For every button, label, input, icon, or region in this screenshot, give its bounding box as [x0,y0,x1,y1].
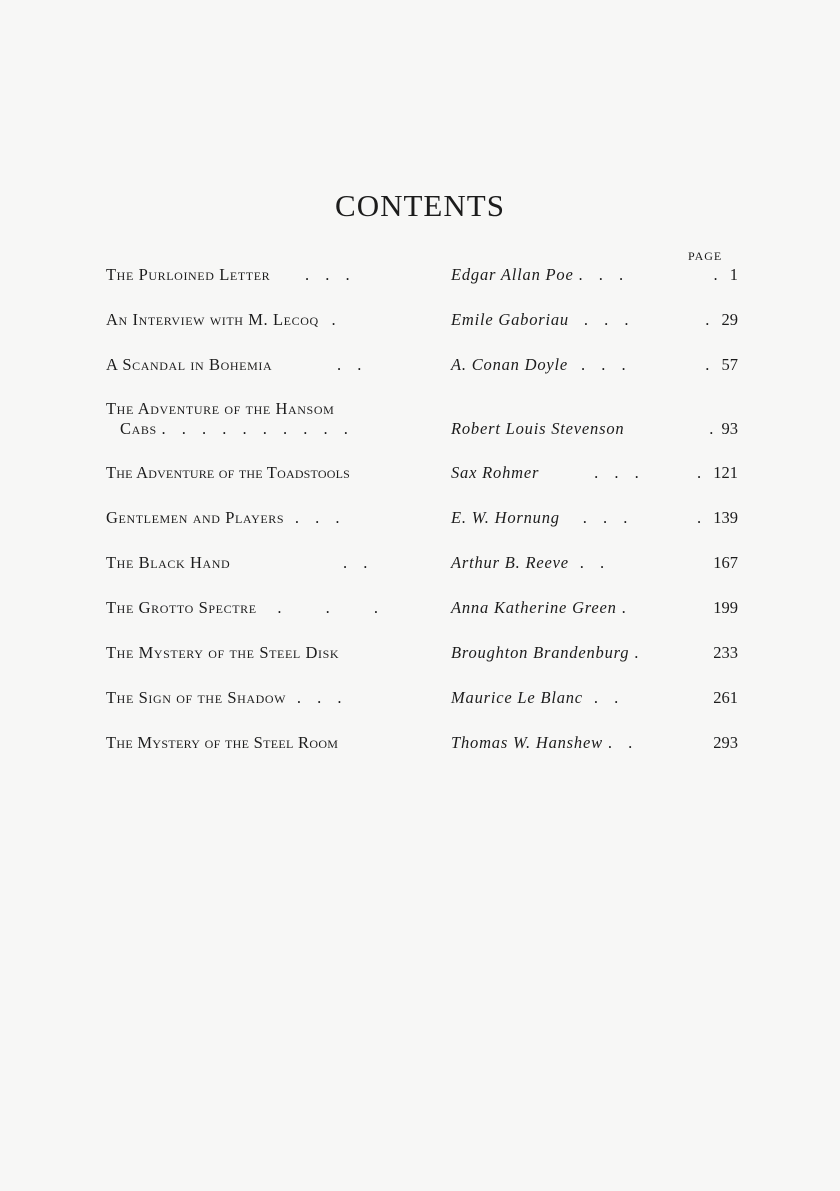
entry-page: 293 [713,733,738,752]
entry-author: Maurice Le Blanc [451,688,583,707]
entry-page: 1 [729,265,738,284]
entry-author: Robert Louis Stevenson [451,419,625,438]
leader-dots: . . . [294,508,346,527]
leader-dots: . [621,598,632,617]
entry-page: 121 [713,463,738,482]
entry-title-continuation: Cabs [120,419,157,438]
entry-page: 93 [721,419,738,438]
entry-author: Broughton Brandenburg [451,643,630,662]
leader-dots: . . . . . . . . . . [161,419,354,438]
leader-dots: . [331,310,342,329]
entry-page: 233 [713,643,738,662]
entry-author: Emile Gaboriau [451,310,569,329]
leader-dots: . . . [581,355,632,374]
entry-author: Edgar Allan Poe [451,265,574,284]
leader-dots: . . . [296,688,348,707]
entry-title: The Grotto Spectre [106,598,257,617]
leader-dots: . [697,463,714,482]
leader-dots: . . . [582,508,634,527]
entry-title: Gentlemen and Players [106,508,285,527]
entry-page: 167 [713,553,738,572]
leader-dots: . [705,310,722,329]
entry-author: Sax Rohmer [451,463,540,482]
entry-title: The Sign of the Shadow [106,688,287,707]
entry-page: 139 [713,508,738,527]
leader-dots: . . . [578,265,630,284]
entry-title: A Scandal in Bohemia [106,355,273,374]
leader-dots: . . [336,355,368,374]
leader-dots: . . [579,553,611,572]
entry-page: 199 [713,598,738,617]
leader-dots: . . . [583,310,635,329]
entry-title: The Mystery of the Steel Disk [106,643,340,662]
page-title: CONTENTS [335,188,505,223]
entry-title: The Purloined Letter [106,265,271,284]
entry-author: Anna Katherine Green [451,598,617,617]
leader-dots: . [713,265,730,284]
entry-title: The Adventure of the Hansom [106,399,335,418]
entry-title: The Mystery of the Steel Room [106,733,339,752]
page-column-label: PAGE [688,249,723,263]
entry-page: 261 [713,688,738,707]
entry-author: A. Conan Doyle [451,355,569,374]
leader-dots: . . [343,553,374,572]
leader-dots: . [697,508,714,527]
entry-title: The Adventure of the Toadstools [106,463,351,482]
leader-dots: . . [593,688,625,707]
leader-dots: . . . [277,598,399,617]
leader-dots: . . . [594,463,645,482]
entry-title: The Black Hand [106,553,231,572]
leader-dots: . . [607,733,639,752]
entry-title: An Interview with M. Lecoq [106,310,319,329]
leader-dots: . [705,355,722,374]
leader-dots: . [634,643,645,662]
leader-dots: . [709,419,718,438]
entry-page: 29 [721,310,738,329]
entry-page: 57 [721,355,738,374]
entry-author: Thomas W. Hanshew [451,733,603,752]
entry-author: Arthur B. Reeve [451,553,569,572]
entry-author: E. W. Hornung [451,508,560,527]
leader-dots: . . . [304,265,356,284]
